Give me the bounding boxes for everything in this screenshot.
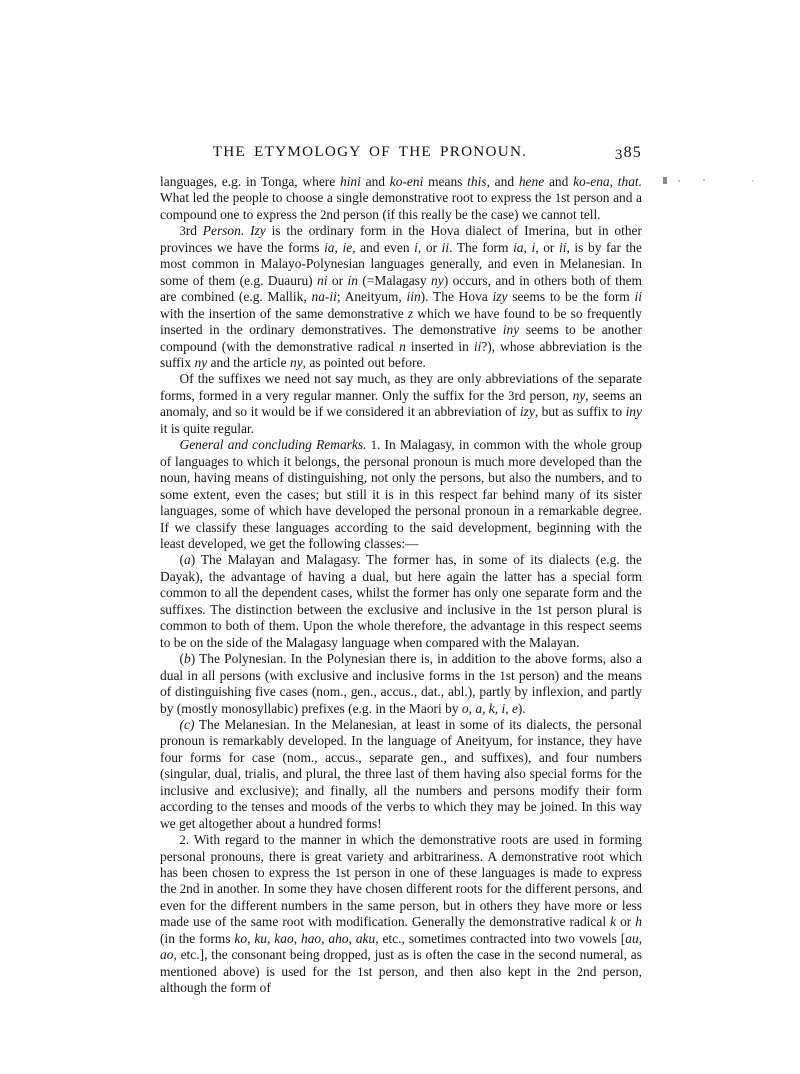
- paragraph-general-remarks: General and concluding Remarks. 1. In Malagasy, in common with the whole group of languages to which it belongs, the personal pronoun is much more developed than the noun, having means of distinguishing, not only the persons, but also the numbers, and to some extent, even the cases; but still it is in this respect far behind many of its sister languages, some of which have developed the personal pronoun in a remarkable degree. If we classify these languages according to the said development, beginning with the least developed, we get the following classes:—: [160, 437, 642, 551]
- paragraph-suffixes: Of the suffixes we need not say much, as they are only abbreviations of the separate forms, formed in a very regular manner. Only the suffix for the 3rd person, ny, seems an anomaly, and so it would be if we considered it an abbreviation of izy, but as suffix to iny it is quite regular.: [160, 371, 642, 436]
- paragraph-class-a-malayan: (a) The Malayan and Malagasy. The former has, in some of its dialects (e.g. the Dayak), the advantage of having a dual, but here again the latter has a special form common to all the dependent cases, whilst the former has only one separate form and the suffixes. The distinction between the exclusive and inclusive in the 1st person plural is common to both of them. Upon the whole therefore, the advantage in this respect seems to be on the side of the Malagasy language when compared with the Malayan.: [160, 552, 643, 650]
- page-number: 385: [614, 144, 642, 163]
- paragraph-demonstrative-roots: 2. With regard to the manner in which the demonstrative roots are used in forming personal pronouns, there is great variety and arbitrariness. A demonstrative root which has been chosen to express the 1st person in one of these languages is made to express the 2nd in another. In some they have chosen different roots for the different persons, and even for the different numbers in the same person, but in others they have more or less made use of the same root with modification. Generally the demonstrative radical k or h (in the forms ko, ku, kao, hao, aho, aku, etc., sometimes contracted into two vowels [au, ao, etc.], the consonant being dropped, just as is often the case in the second numeral, as mentioned above) is used for the 1st person, and then also kept in the 2nd person, although the form of: [160, 832, 643, 996]
- paragraph-languages-tonga: languages, e.g. in Tonga, where hini and ko-eni means this, and hene and ko-ena, that. What led the people to choose a single demonstrative root to express the 1st person and a compound one to express the 2nd person (if this really be the case) we cannot tell.: [160, 174, 643, 222]
- scan-speck: [752, 180, 754, 182]
- scan-speck: [663, 177, 667, 184]
- body-text-block: [160, 174, 642, 997]
- scan-speck: [703, 179, 705, 181]
- paragraph-class-c-melanesian: (c) The Melanesian. In the Melanesian, at least in some of its dialects, the personal pronoun is remarkably developed. In the language of Aneityum, for instance, they have four forms for case (nom., accus., separate gen., and suffixes), and four numbers (singular, dual, trialis, and plural, the three last of them having also special forms for the inclusive and exclusive); and finally, all the numbers and persons modify their form according to the tenses and moods of the verbs to which they may be joined. In this way we get altogether about a hundred forms!: [160, 716, 642, 831]
- running-head-title: THE ETYMOLOGY OF THE PRONOUN.: [212, 143, 528, 160]
- scan-speck: [678, 180, 680, 182]
- running-head: [160, 143, 642, 167]
- paragraph-third-person: 3rd Person. Izy is the ordinary form in the Hova dialect of Imerina, but in other provinces we have the forms ia, ie, and even i, or ii. The form ia, i, or ii, is by far the most common in Malayo-Polynesian languages generally, and even in Melanesian. In some of them (e.g. Duauru) ni or in (=Malagasy ny) occurs, and in others both of them are combined (e.g. Mallik, na-ii; Aneityum, iin). The Hova izy seems to be the form ii with the insertion of the same demonstrative z which we have found to be so frequently inserted in the ordinary demonstratives. The demonstrative iny seems to be another compound (with the demonstrative radical n inserted in ii?), whose abbreviation is the suffix ny and the article ny, as pointed out before.: [160, 223, 642, 370]
- paragraph-class-b-polynesian: (b) The Polynesian. In the Polynesian there is, in addition to the above forms, also a dual in all persons (with exclusive and inclusive forms in the 1st person) and the means of distinguishing five cases (nom., gen., accus., dat., abl.), partly by inflexion, and partly by (mostly monosyllabic) prefixes (e.g. in the Maori by o, a, k, i, e).: [160, 651, 642, 716]
